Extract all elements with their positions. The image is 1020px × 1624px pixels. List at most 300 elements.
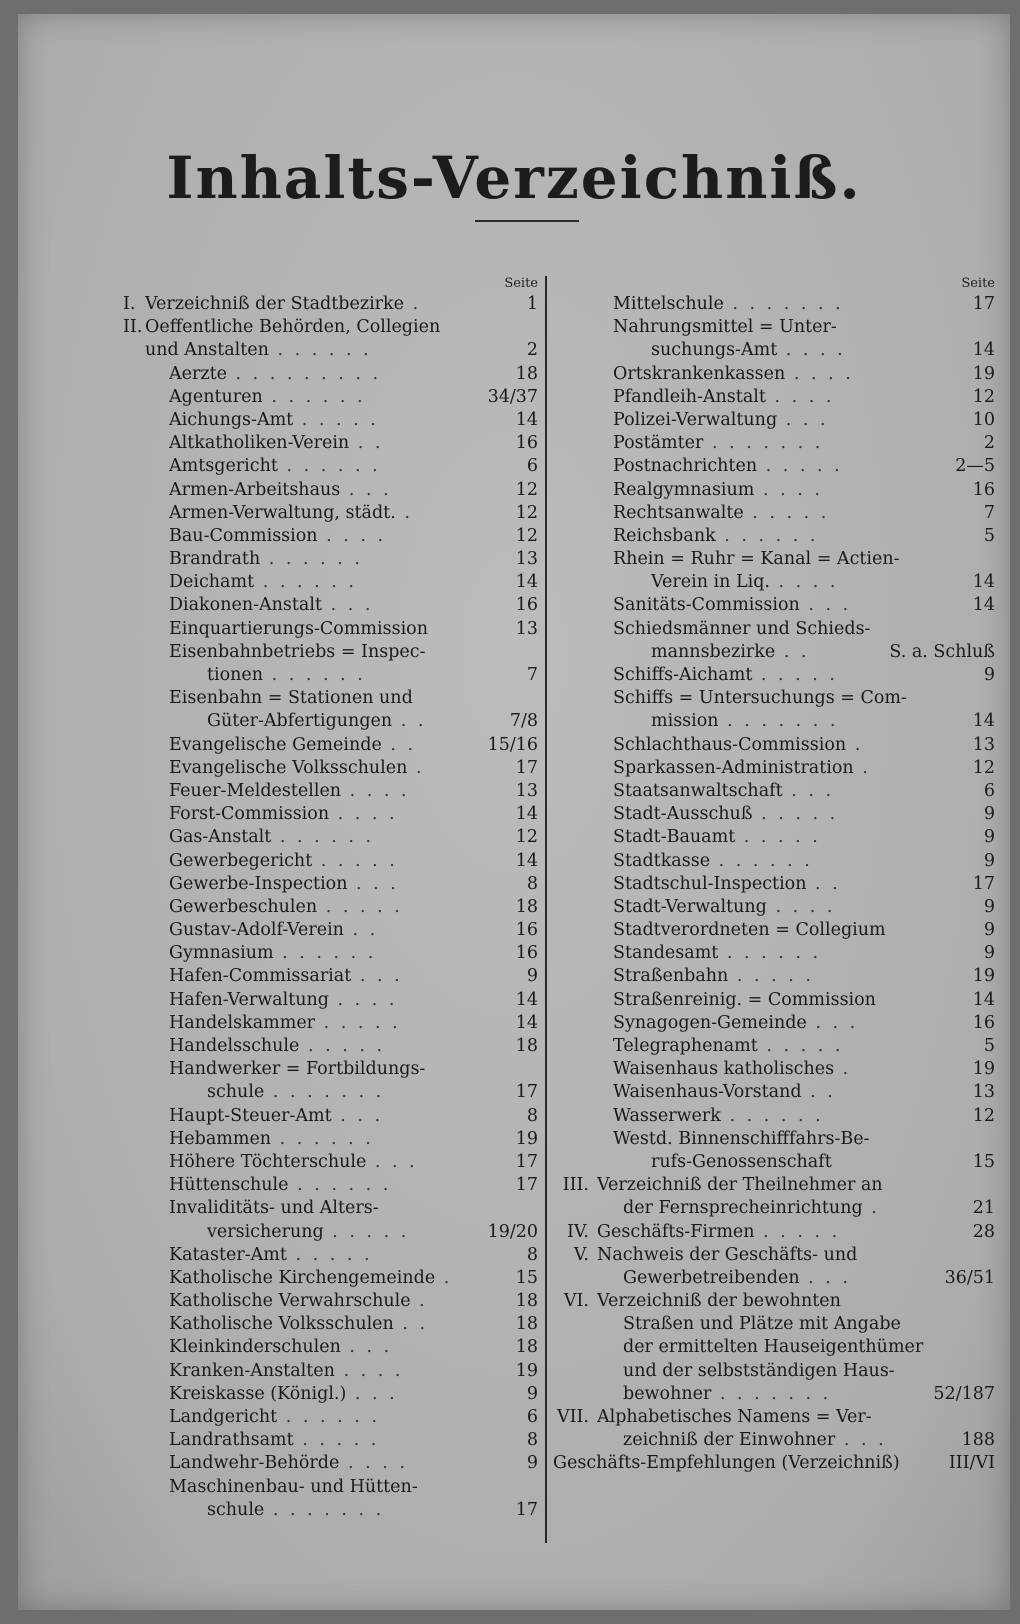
entry-page-number: 9 bbox=[983, 850, 995, 871]
entry-leader-dots: . . . . . . bbox=[268, 340, 372, 361]
entry-leader-dots: . . . bbox=[777, 409, 829, 430]
toc-entry bbox=[123, 1406, 538, 1429]
entry-page-number: 13 bbox=[972, 734, 995, 755]
toc-entry bbox=[553, 316, 995, 339]
entry-leader-dots: . . . . bbox=[785, 363, 854, 384]
entry-label bbox=[169, 757, 476, 780]
toc-entry bbox=[553, 734, 995, 757]
entry-label bbox=[207, 710, 476, 733]
entry-leader-dots: . . . . . bbox=[323, 1221, 410, 1242]
entry-label bbox=[207, 1499, 476, 1522]
entry-text: Nachweis der Geschäfts- und bbox=[597, 1244, 858, 1265]
entry-label bbox=[613, 687, 995, 710]
toc-entry bbox=[123, 942, 538, 965]
entry-leader-dots: . . . . . bbox=[754, 1221, 841, 1242]
entry-leader-dots: . . . . . . . bbox=[718, 711, 839, 732]
entry-text: Postämter bbox=[613, 433, 704, 454]
entry-text: Polizei-Verwaltung bbox=[613, 409, 778, 430]
entry-label bbox=[613, 618, 995, 641]
entry-label bbox=[613, 919, 933, 942]
entry-leader-dots: . . bbox=[381, 734, 417, 755]
entry-text: Landrathsamt bbox=[169, 1430, 294, 1451]
entry-text: Handelskammer bbox=[169, 1012, 316, 1033]
entry-page-number: 19/20 bbox=[487, 1221, 538, 1242]
entry-leader-dots: . . . . . bbox=[299, 1036, 386, 1056]
entry-leader-dots: . . . bbox=[782, 780, 835, 801]
toc-entry bbox=[553, 548, 995, 571]
entry-leader-dots: . . . . . . bbox=[262, 386, 366, 407]
entry-page-number: 12 bbox=[515, 525, 538, 546]
entry-text: Kranken-Anstalten bbox=[169, 1360, 335, 1381]
entry-leader-dots: . . . . bbox=[317, 525, 387, 546]
entry-page-number: 7 bbox=[526, 665, 538, 685]
entry-leader-dots: . . . . bbox=[334, 1360, 404, 1381]
entry-leader-dots: . . bbox=[806, 873, 841, 894]
entry-label bbox=[169, 850, 476, 873]
entry-label bbox=[169, 1151, 476, 1174]
entry-label bbox=[169, 1360, 476, 1383]
entry-numeral: VII. bbox=[556, 1407, 589, 1427]
entry-text: Verzeichniß der bewohnten bbox=[597, 1291, 841, 1312]
entry-text: Stadtkasse bbox=[613, 850, 711, 871]
toc-entry bbox=[123, 850, 538, 873]
entry-page-number: 9 bbox=[983, 804, 995, 825]
entry-page-number: 36/51 bbox=[944, 1267, 995, 1288]
entry-label bbox=[169, 1452, 476, 1475]
entry-leader-dots: . . bbox=[393, 1314, 429, 1335]
entry-page-number: 9 bbox=[983, 665, 995, 685]
entry-leader-dots: . . . . . bbox=[286, 1244, 373, 1265]
entry-leader-dots: . . . . . . bbox=[288, 1175, 392, 1196]
entry-leader-dots: . . . . bbox=[754, 479, 823, 500]
entry-label bbox=[651, 339, 933, 362]
entry-label bbox=[169, 571, 476, 594]
toc-entry bbox=[123, 432, 538, 455]
toc-entry bbox=[553, 942, 995, 965]
entry-text: Deichamt bbox=[169, 572, 255, 593]
entry-text: Evangelische Volksschulen bbox=[169, 757, 408, 778]
entry-label bbox=[613, 409, 933, 432]
toc-entry bbox=[123, 1290, 538, 1313]
toc-entry bbox=[123, 919, 538, 942]
entry-leader-dots: . . . . . . bbox=[277, 1407, 380, 1427]
toc-entry bbox=[553, 1406, 995, 1429]
entry-label bbox=[623, 1267, 933, 1290]
entry-text: Handelsschule bbox=[169, 1036, 300, 1056]
entry-page-number: 13 bbox=[515, 618, 538, 639]
entry-text: der Fernsprecheinrichtung bbox=[623, 1198, 863, 1219]
toc-entry bbox=[123, 780, 538, 803]
entry-leader-dots: . . . . bbox=[765, 386, 835, 407]
left-entries bbox=[123, 293, 538, 1522]
entry-page-number: 12 bbox=[515, 502, 538, 523]
entry-text: Gustav-Adolf-Verein bbox=[169, 920, 344, 941]
entry-label bbox=[169, 803, 476, 826]
entry-text: Geschäfts-Firmen bbox=[597, 1221, 755, 1242]
entry-text: Armen-Arbeitshaus bbox=[169, 479, 341, 500]
entry-label bbox=[623, 1429, 933, 1452]
entry-label bbox=[613, 850, 933, 873]
entry-label bbox=[613, 316, 995, 339]
entry-leader-dots: . . . bbox=[799, 1267, 851, 1288]
entry-leader-dots: . . . bbox=[366, 1151, 418, 1172]
entry-page-number: 2—5 bbox=[955, 456, 995, 477]
entry-text: Diakonen-Anstalt bbox=[169, 595, 322, 616]
entry-page-number: 17 bbox=[515, 1082, 538, 1103]
toc-entry bbox=[553, 1290, 995, 1313]
entry-leader-dots: . . . bbox=[346, 1383, 398, 1404]
entry-leader-dots: . bbox=[404, 294, 422, 314]
toc-entry bbox=[123, 873, 538, 896]
entry-leader-dots: . . . bbox=[806, 1012, 859, 1033]
toc-entry bbox=[123, 1035, 538, 1058]
entry-text: Amtsgericht bbox=[169, 456, 278, 477]
entry-leader-dots: . . bbox=[801, 1082, 836, 1103]
entry-page-number: 18 bbox=[515, 363, 538, 384]
entry-label bbox=[597, 1406, 995, 1429]
toc-entry bbox=[123, 409, 538, 432]
toc-entry bbox=[123, 1244, 538, 1267]
entry-page-number: 17 bbox=[972, 873, 995, 894]
toc-entry bbox=[553, 525, 995, 548]
toc-entry bbox=[553, 803, 995, 826]
toc-entry bbox=[553, 989, 995, 1012]
entry-text: Kataster-Amt bbox=[169, 1244, 287, 1265]
toc-entry bbox=[553, 618, 995, 641]
entry-page-number: 52/187 bbox=[933, 1383, 995, 1404]
entry-text: Gewerbegericht bbox=[169, 850, 313, 871]
entry-label bbox=[613, 942, 933, 965]
entry-page-number: 13 bbox=[515, 780, 538, 801]
toc-entry bbox=[123, 571, 538, 594]
entry-page-number: 17 bbox=[515, 1151, 538, 1172]
entry-label bbox=[169, 502, 476, 525]
entry-page-number: 34/37 bbox=[487, 386, 538, 407]
entry-label bbox=[613, 386, 933, 409]
entry-leader-dots: . . . . . bbox=[312, 850, 398, 871]
toc-entry bbox=[553, 757, 995, 780]
toc-entry bbox=[123, 1499, 538, 1522]
entry-page-number: 16 bbox=[972, 479, 995, 500]
entry-text: Rechtsanwalte bbox=[613, 502, 744, 523]
entry-label bbox=[169, 1429, 476, 1452]
entry-text: schule bbox=[207, 1082, 265, 1103]
toc-entry bbox=[553, 873, 995, 896]
entry-text: Hebammen bbox=[169, 1128, 272, 1149]
toc-entry bbox=[553, 826, 995, 849]
entry-text: Stadt-Ausschuß bbox=[613, 804, 753, 825]
entry-label bbox=[169, 1035, 476, 1058]
entry-text: Eisenbahnbetriebs = Inspec- bbox=[169, 641, 426, 662]
entry-label bbox=[169, 1197, 538, 1220]
entry-numeral: I. bbox=[123, 294, 136, 314]
entry-text: Gymnasium bbox=[169, 943, 274, 964]
entry-text: Waisenhaus katholisches bbox=[613, 1059, 835, 1080]
toc-entry bbox=[553, 1383, 995, 1406]
entry-page-number: 8 bbox=[526, 1105, 538, 1126]
entry-leader-dots: . bbox=[395, 502, 413, 523]
entry-leader-dots: . bbox=[862, 1198, 880, 1219]
entry-leader-dots: . . bbox=[392, 711, 427, 732]
entry-leader-dots: . . . . . . bbox=[273, 943, 377, 964]
entry-leader-dots: . . . . . bbox=[315, 1012, 401, 1033]
toc-entry bbox=[553, 1081, 995, 1104]
toc-entry bbox=[553, 1174, 995, 1197]
entry-page-number: 2 bbox=[526, 340, 538, 361]
entry-page-number: 18 bbox=[515, 896, 538, 917]
entry-label bbox=[169, 965, 476, 988]
entry-text: Oeffentliche Behörden, Collegien bbox=[145, 317, 441, 338]
entry-leader-dots: . bbox=[407, 757, 425, 778]
toc-entry bbox=[553, 1035, 995, 1058]
entry-leader-dots: . bbox=[846, 734, 864, 755]
entry-text: Kleinkinderschulen bbox=[169, 1337, 341, 1358]
entry-label bbox=[613, 455, 933, 478]
entry-leader-dots: . . . . . . bbox=[715, 525, 819, 546]
entry-page-number: 28 bbox=[972, 1221, 995, 1242]
entry-page-number: 9 bbox=[526, 966, 538, 987]
right-entries bbox=[553, 293, 995, 1476]
entry-page-number: 1 bbox=[526, 294, 538, 314]
toc-entry bbox=[553, 850, 995, 873]
entry-text: Westd. Binnenschifffahrs-Be- bbox=[613, 1128, 870, 1149]
entry-text: Gewerbetreibenden bbox=[623, 1267, 800, 1288]
entry-text: Landwehr-Behörde bbox=[169, 1453, 340, 1474]
entry-label bbox=[207, 1081, 476, 1104]
toc-entry bbox=[553, 1244, 995, 1267]
entry-text: Einquartierungs-Commission bbox=[169, 618, 428, 639]
entry-label bbox=[169, 479, 476, 502]
entry-page-number: 16 bbox=[515, 433, 538, 454]
entry-leader-dots: . . . . . . bbox=[260, 549, 363, 570]
entry-page-number: 14 bbox=[515, 850, 538, 871]
entry-leader-dots: . . bbox=[343, 920, 379, 941]
toc-entry bbox=[553, 1128, 995, 1151]
entry-page-number: 15 bbox=[972, 1151, 995, 1172]
entry-leader-dots: . . . . . bbox=[735, 827, 821, 848]
toc-entry bbox=[123, 386, 538, 409]
entry-label bbox=[169, 1336, 476, 1359]
entry-numeral: III. bbox=[562, 1175, 589, 1196]
entry-text: Nahrungsmittel = Unter- bbox=[613, 317, 837, 338]
entry-leader-dots: . . . . . bbox=[757, 456, 843, 477]
toc-entry bbox=[123, 293, 538, 316]
entry-leader-dots: . . . . . . bbox=[271, 827, 375, 848]
entry-leader-dots: . . . . . . bbox=[271, 1128, 374, 1149]
entry-label bbox=[169, 1383, 476, 1406]
entry-text: Armen-Verwaltung, städt. bbox=[169, 502, 396, 523]
entry-page-number: 14 bbox=[515, 572, 538, 593]
toc-entry bbox=[553, 1360, 995, 1383]
entry-page-number: S. a. Schluß bbox=[889, 641, 995, 662]
entry-leader-dots: . . . bbox=[351, 966, 403, 987]
toc-entry bbox=[123, 1476, 538, 1499]
entry-text: Haupt-Steuer-Amt bbox=[169, 1105, 332, 1126]
entry-leader-dots: . . . . . bbox=[317, 896, 403, 917]
entry-text: der ermittelten Hauseigenthümer bbox=[623, 1337, 924, 1358]
entry-label bbox=[145, 293, 476, 316]
entry-label bbox=[169, 594, 476, 617]
toc-entry bbox=[553, 386, 995, 409]
entry-leader-dots: . . . . bbox=[766, 896, 836, 917]
entry-text: Höhere Töchterschule bbox=[169, 1151, 367, 1172]
toc-entry bbox=[123, 710, 538, 733]
seite-label: Seite bbox=[961, 276, 995, 291]
entry-label bbox=[613, 479, 933, 502]
entry-label bbox=[553, 1452, 933, 1475]
entry-label bbox=[613, 548, 995, 571]
toc-entry bbox=[123, 339, 538, 362]
entry-label bbox=[651, 1151, 933, 1174]
entry-label bbox=[169, 919, 476, 942]
entry-page-number: 7/8 bbox=[509, 711, 538, 732]
entry-page-number: III/VI bbox=[948, 1453, 995, 1474]
toc-entry bbox=[123, 641, 538, 664]
entry-page-number: 19 bbox=[515, 1360, 538, 1381]
entry-text: Schiffs = Untersuchungs = Com- bbox=[613, 688, 907, 709]
entry-label bbox=[169, 1128, 476, 1151]
toc-entry bbox=[123, 1429, 538, 1452]
toc-entry bbox=[553, 409, 995, 432]
entry-label bbox=[613, 1081, 933, 1104]
toc-entry bbox=[123, 1012, 538, 1035]
entry-label bbox=[169, 1290, 476, 1313]
entry-text: Gewerbeschulen bbox=[169, 896, 318, 917]
entry-page-number: 14 bbox=[972, 711, 995, 732]
toc-entry bbox=[553, 571, 995, 594]
entry-text: Synagogen-Gemeinde bbox=[613, 1012, 807, 1033]
column-divider bbox=[545, 276, 547, 1543]
toc-entry bbox=[553, 339, 995, 362]
toc-entry bbox=[553, 687, 995, 710]
entry-label bbox=[623, 1360, 995, 1383]
entry-text: Postnachrichten bbox=[613, 456, 758, 477]
entry-page-number: 12 bbox=[972, 386, 995, 407]
entry-label bbox=[613, 873, 933, 896]
entry-leader-dots: . . . . . . . bbox=[723, 294, 844, 314]
entry-numeral: V. bbox=[573, 1244, 589, 1265]
entry-page-number: 21 bbox=[972, 1198, 995, 1219]
toc-entry bbox=[553, 919, 995, 942]
toc-entry bbox=[123, 1452, 538, 1475]
toc-entry bbox=[553, 455, 995, 478]
entry-page-number: 19 bbox=[972, 363, 995, 384]
entry-text: und Anstalten bbox=[145, 340, 269, 361]
toc-entry bbox=[553, 1105, 995, 1128]
entry-label bbox=[613, 1035, 933, 1058]
entry-page-number: 14 bbox=[515, 804, 538, 825]
entry-text: Waisenhaus-Vorstand bbox=[613, 1082, 802, 1103]
entry-text: Aichungs-Amt bbox=[169, 409, 294, 430]
entry-text: Stadt-Verwaltung bbox=[613, 896, 767, 917]
entry-label bbox=[169, 386, 476, 409]
entry-label bbox=[613, 734, 933, 757]
entry-text: Feuer-Meldestellen bbox=[169, 780, 342, 801]
toc-entry bbox=[123, 1336, 538, 1359]
entry-label bbox=[169, 780, 476, 803]
entry-text: Güter-Abfertigungen bbox=[207, 711, 393, 732]
entry-label bbox=[169, 1058, 538, 1081]
entry-text: Stadt-Bauamt bbox=[613, 827, 736, 848]
toc-entry bbox=[553, 479, 995, 502]
entry-label bbox=[169, 1105, 476, 1128]
entry-label bbox=[651, 641, 905, 664]
entry-text: Katholische Verwahrschule bbox=[169, 1291, 411, 1312]
entry-leader-dots: . . . . . bbox=[743, 502, 830, 523]
entry-text: Realgymnasium bbox=[613, 479, 755, 500]
entry-label bbox=[169, 942, 476, 965]
entry-text: Sanitäts-Commission bbox=[613, 595, 800, 616]
entry-leader-dots: . . . bbox=[340, 1337, 393, 1358]
entry-leader-dots: . . . bbox=[799, 595, 852, 616]
toc-entry bbox=[123, 1174, 538, 1197]
entry-leader-dots: . . bbox=[349, 433, 384, 454]
entry-text: Handwerker = Fortbildungs- bbox=[169, 1059, 426, 1080]
entry-text: rufs-Genossenschaft bbox=[651, 1151, 832, 1172]
toc-entry bbox=[123, 502, 538, 525]
document-page bbox=[18, 14, 1010, 1610]
entry-leader-dots: . . . . bbox=[328, 989, 398, 1010]
entry-label bbox=[651, 710, 933, 733]
seite-header-left bbox=[123, 274, 538, 293]
entry-page-number: 14 bbox=[972, 989, 995, 1010]
entry-page-number: 16 bbox=[515, 595, 538, 616]
entry-page-number: 19 bbox=[972, 966, 995, 987]
entry-leader-dots: . . . . . bbox=[757, 1036, 844, 1056]
entry-leader-dots: . . . . . . . bbox=[711, 1383, 832, 1404]
toc-entry bbox=[123, 734, 538, 757]
toc-entry bbox=[123, 316, 538, 339]
entry-page-number: 18 bbox=[515, 1291, 538, 1312]
entry-text: Schiedsmänner und Schieds- bbox=[613, 618, 871, 639]
entry-label bbox=[169, 734, 476, 757]
entry-text: Ortskrankenkassen bbox=[613, 363, 786, 384]
entry-label bbox=[169, 409, 476, 432]
entry-label bbox=[613, 432, 933, 455]
entry-label bbox=[613, 757, 933, 780]
toc-entry bbox=[123, 989, 538, 1012]
entry-leader-dots: . . . . . bbox=[728, 966, 814, 987]
entry-label bbox=[597, 1221, 933, 1244]
toc-entry bbox=[123, 1267, 538, 1290]
toc-entry bbox=[553, 641, 995, 664]
toc-entry bbox=[123, 687, 538, 710]
toc-entry bbox=[123, 803, 538, 826]
toc-entry bbox=[123, 363, 538, 386]
entry-page-number: 9 bbox=[983, 827, 995, 848]
entry-text: mission bbox=[651, 711, 719, 732]
entry-label bbox=[613, 896, 933, 919]
entry-page-number: 8 bbox=[526, 1244, 538, 1265]
entry-page-number: 12 bbox=[515, 479, 538, 500]
entry-label bbox=[613, 594, 933, 617]
entry-label bbox=[169, 687, 538, 710]
entry-label bbox=[169, 1313, 476, 1336]
toc-entry bbox=[553, 1012, 995, 1035]
toc-entry bbox=[123, 618, 538, 641]
toc-entry bbox=[123, 594, 538, 617]
entry-label bbox=[207, 664, 476, 687]
entry-page-number: 16 bbox=[515, 920, 538, 941]
entry-page-number: 9 bbox=[526, 1383, 538, 1404]
entry-page-number: 16 bbox=[972, 1012, 995, 1033]
toc-entry bbox=[123, 1313, 538, 1336]
entry-label bbox=[145, 316, 538, 339]
entry-leader-dots: . . . . . . bbox=[720, 1105, 824, 1126]
entry-page-number: 17 bbox=[515, 1175, 538, 1196]
toc-entry bbox=[123, 1221, 538, 1244]
entry-text: Standesamt bbox=[613, 943, 719, 964]
